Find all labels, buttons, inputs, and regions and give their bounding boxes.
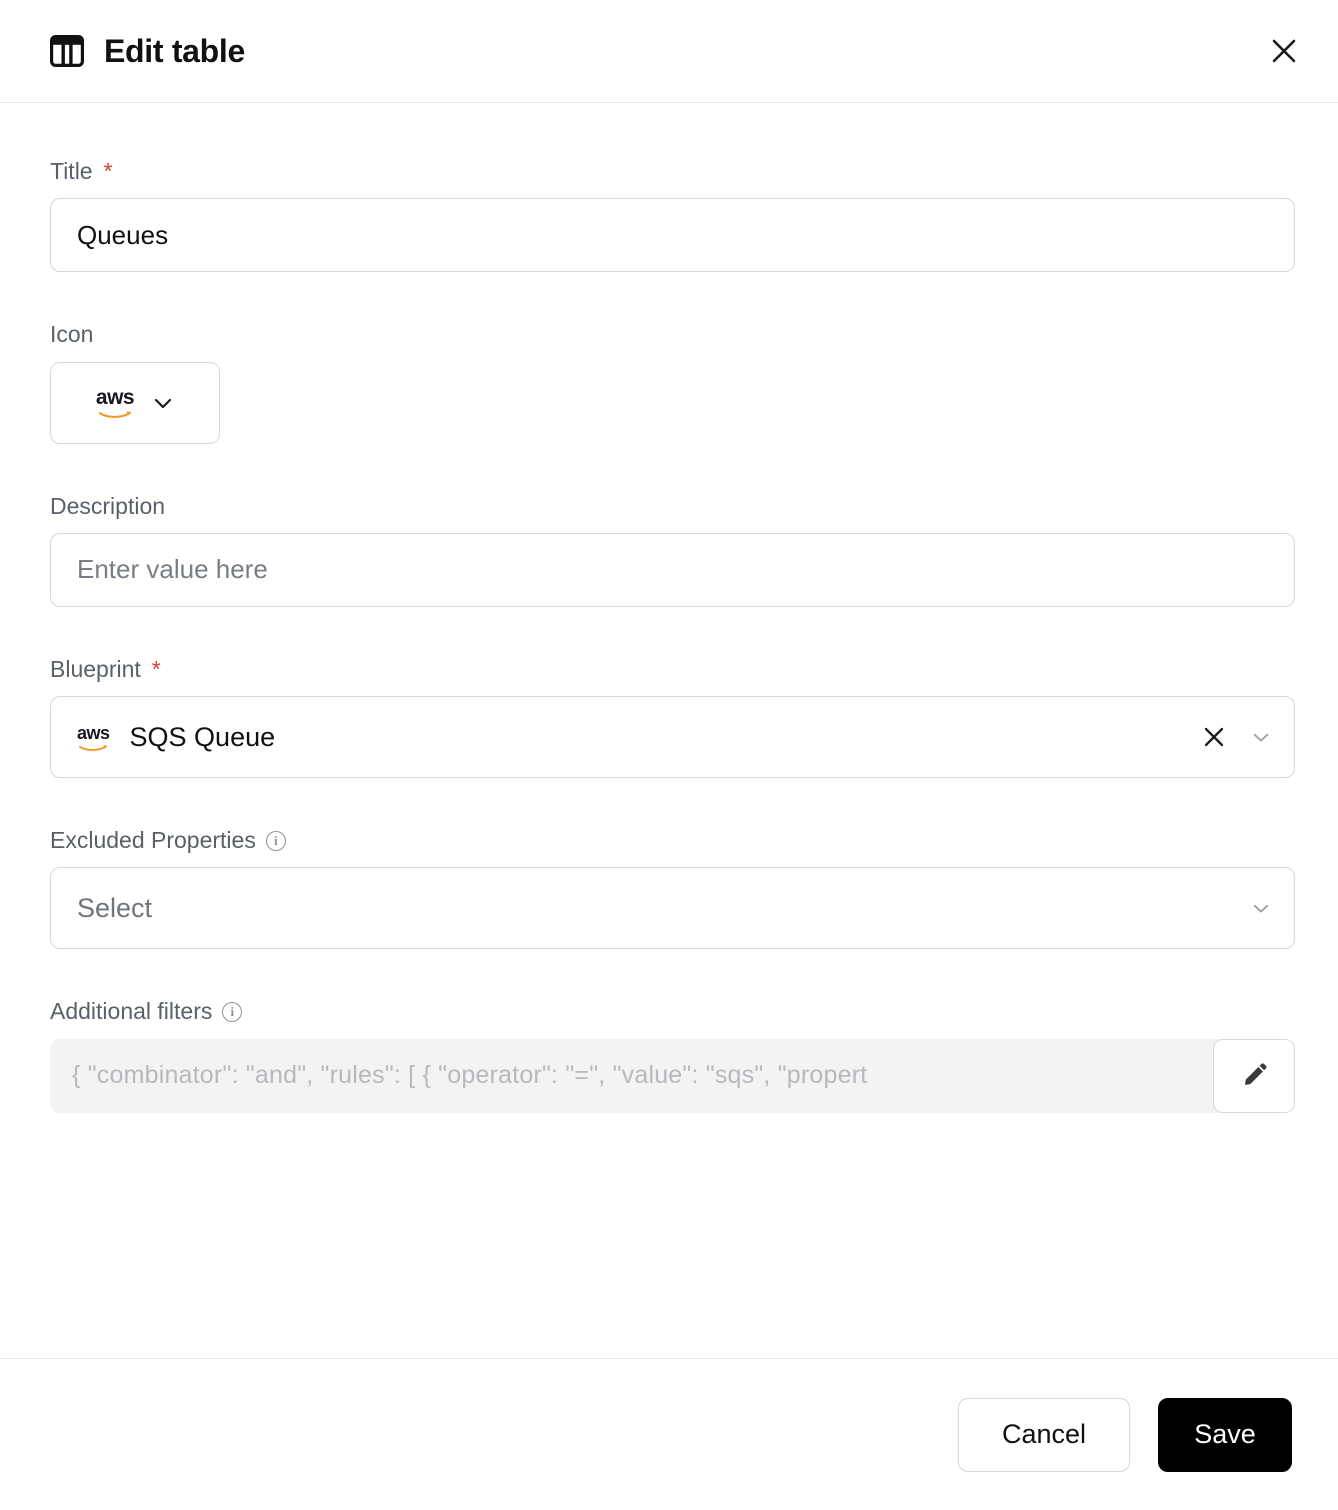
required-marker: *	[103, 158, 113, 184]
modal-body	[0, 103, 1338, 1358]
excluded-properties-select-actions	[1250, 897, 1272, 919]
additional-filters-value: { "combinator": "and", "rules": [ { "operator": "=", "value": "sqs", "propert	[50, 1039, 1219, 1113]
info-icon[interactable]: i	[266, 831, 286, 851]
excluded-properties-label	[50, 828, 1292, 853]
aws-logo-icon	[77, 724, 110, 751]
description-label-text: Description	[50, 492, 166, 519]
chevron-down-icon[interactable]	[1250, 897, 1272, 919]
close-icon[interactable]	[1200, 723, 1228, 751]
description-input[interactable]: Enter value here	[50, 533, 1295, 607]
additional-filters-row	[50, 1039, 1295, 1113]
aws-logo-text: aws	[77, 722, 110, 743]
field-title	[50, 159, 1292, 272]
required-marker: *	[151, 655, 161, 682]
chevron-down-icon	[152, 392, 174, 414]
chevron-down-icon[interactable]	[1250, 726, 1272, 748]
modal-footer	[0, 1358, 1338, 1510]
excluded-properties-select[interactable]	[50, 867, 1295, 949]
icon-label-text: Icon	[50, 321, 94, 348]
additional-filters-label	[50, 999, 1292, 1024]
blueprint-label-text: Blueprint	[50, 655, 141, 682]
blueprint-selected-value	[77, 722, 275, 753]
field-blueprint	[50, 657, 1292, 778]
field-additional-filters	[50, 999, 1292, 1112]
cancel-button[interactable]: Cancel	[958, 1398, 1130, 1472]
blueprint-value-text: SQS Queue	[129, 721, 276, 752]
blueprint-label	[50, 657, 1292, 682]
aws-logo-icon	[96, 387, 134, 418]
page-title: Edit table	[104, 33, 246, 69]
table-icon	[50, 35, 84, 67]
save-button[interactable]: Save	[1158, 1398, 1292, 1472]
blueprint-select[interactable]	[50, 696, 1295, 778]
field-excluded-properties	[50, 828, 1292, 949]
title-input[interactable]: Queues	[50, 198, 1295, 272]
field-icon	[50, 322, 1292, 443]
additional-filters-label-text: Additional filters	[50, 998, 213, 1025]
pencil-icon[interactable]	[1213, 1039, 1295, 1113]
blueprint-select-actions	[1200, 723, 1272, 751]
icon-select[interactable]	[50, 362, 220, 444]
title-label-text: Title	[50, 158, 93, 184]
close-icon[interactable]	[1262, 29, 1306, 73]
field-description	[50, 494, 1292, 607]
excluded-properties-placeholder: Select	[77, 892, 153, 923]
excluded-properties-label-text: Excluded Properties	[50, 827, 256, 854]
modal-header	[0, 0, 1338, 103]
info-icon[interactable]: i	[222, 1002, 242, 1022]
modal-header-left	[50, 35, 245, 67]
aws-logo-text: aws	[95, 386, 135, 410]
title-label	[50, 159, 1292, 184]
icon-label	[50, 322, 1292, 347]
description-label	[50, 494, 1292, 519]
